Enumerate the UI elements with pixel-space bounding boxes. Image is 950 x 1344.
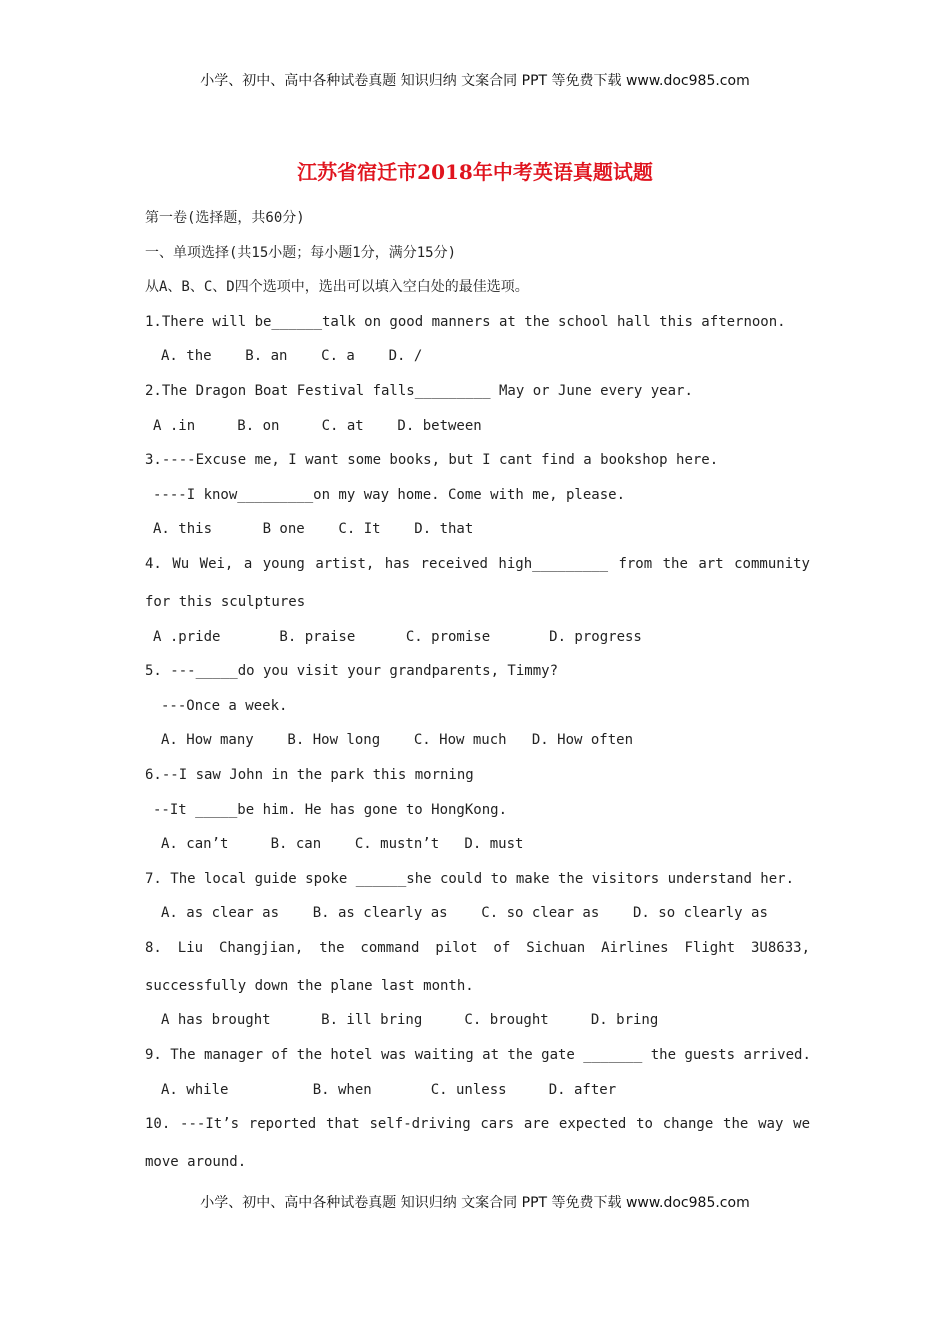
question-3-line-1: 3.----Excuse me, I want some books, but I cant find a bookshop here. [145, 452, 719, 469]
question-8-line-2: successfully down the plane last month. [145, 977, 474, 994]
question-5-line-1: 5. ---_____do you visit your grandparents, Timmy? [145, 663, 559, 680]
question-6-line-2: --It _____be him. He has gone to HongKong. [153, 801, 508, 818]
exam-content [145, 206, 810, 1185]
part-heading: 一、单项选择(共15小题；每小题1分，满分15分) [145, 244, 456, 261]
question-5-line-2: ---Once a week. [161, 697, 288, 714]
question-3-line-2: ----I know_________on my way home. Come with me, please. [153, 486, 626, 503]
page-footer: 小学、初中、高中各种试卷真题 知识归纳 文案合同 PPT 等免费下载 www.doc985.com [200, 1195, 750, 1211]
question-6-line-1: 6.--I saw John in the park this morning [145, 766, 474, 783]
question-10-line-1: 10. ---It’s reported that self-driving cars are expected to change the way we [145, 1116, 810, 1133]
question-2: 2.The Dragon Boat Festival falls_________ May or June every year. [145, 382, 693, 399]
question-4-line-1: 4. Wu Wei, a young artist, has received high_________ from the art community [145, 555, 810, 572]
question-1: 1.There will be______talk on good manners at the school hall this afternoon. [145, 313, 786, 330]
question-7-options: A. as clear as B. as clearly as C. so clear as D. so clearly as [161, 905, 768, 922]
page-title: 江苏省宿迁市2018年中考英语真题试题 [297, 160, 653, 184]
section-heading: 第一卷(选择题，共60分) [145, 210, 305, 226]
instruction: 从A、B、C、D四个选项中，选出可以填入空白处的最佳选项。 [145, 279, 529, 296]
question-1-options: A. the B. an C. a D. / [161, 348, 423, 365]
question-6-options: A. can’t B. can C. mustn’t D. must [161, 836, 524, 853]
question-5-options: A. How many B. How long C. How much D. How often [161, 732, 634, 749]
question-4-line-2: for this sculptures [145, 593, 306, 610]
question-2-options: A .in B. on C. at D. between [153, 417, 482, 434]
question-9: 9. The manager of the hotel was waiting at the gate _______ the guests arrived. [145, 1047, 811, 1064]
question-4-options: A .pride B. praise C. promise D. progress [153, 628, 642, 645]
question-8-options: A has brought B. ill bring C. brought D. bring [161, 1012, 659, 1029]
page-header: 小学、初中、高中各种试卷真题 知识归纳 文案合同 PPT 等免费下载 www.doc985.com [200, 73, 750, 89]
question-7: 7. The local guide spoke ______she could to make the visitors understand her. [145, 870, 795, 887]
question-8-line-1: 8. Liu Changjian, the command pilot of Sichuan Airlines Flight 3U8633, [145, 939, 810, 956]
question-10-line-2: move around. [145, 1154, 247, 1171]
question-9-options: A. while B. when C. unless D. after [161, 1081, 617, 1098]
question-3-options: A. this B one C. It D. that [153, 521, 474, 538]
